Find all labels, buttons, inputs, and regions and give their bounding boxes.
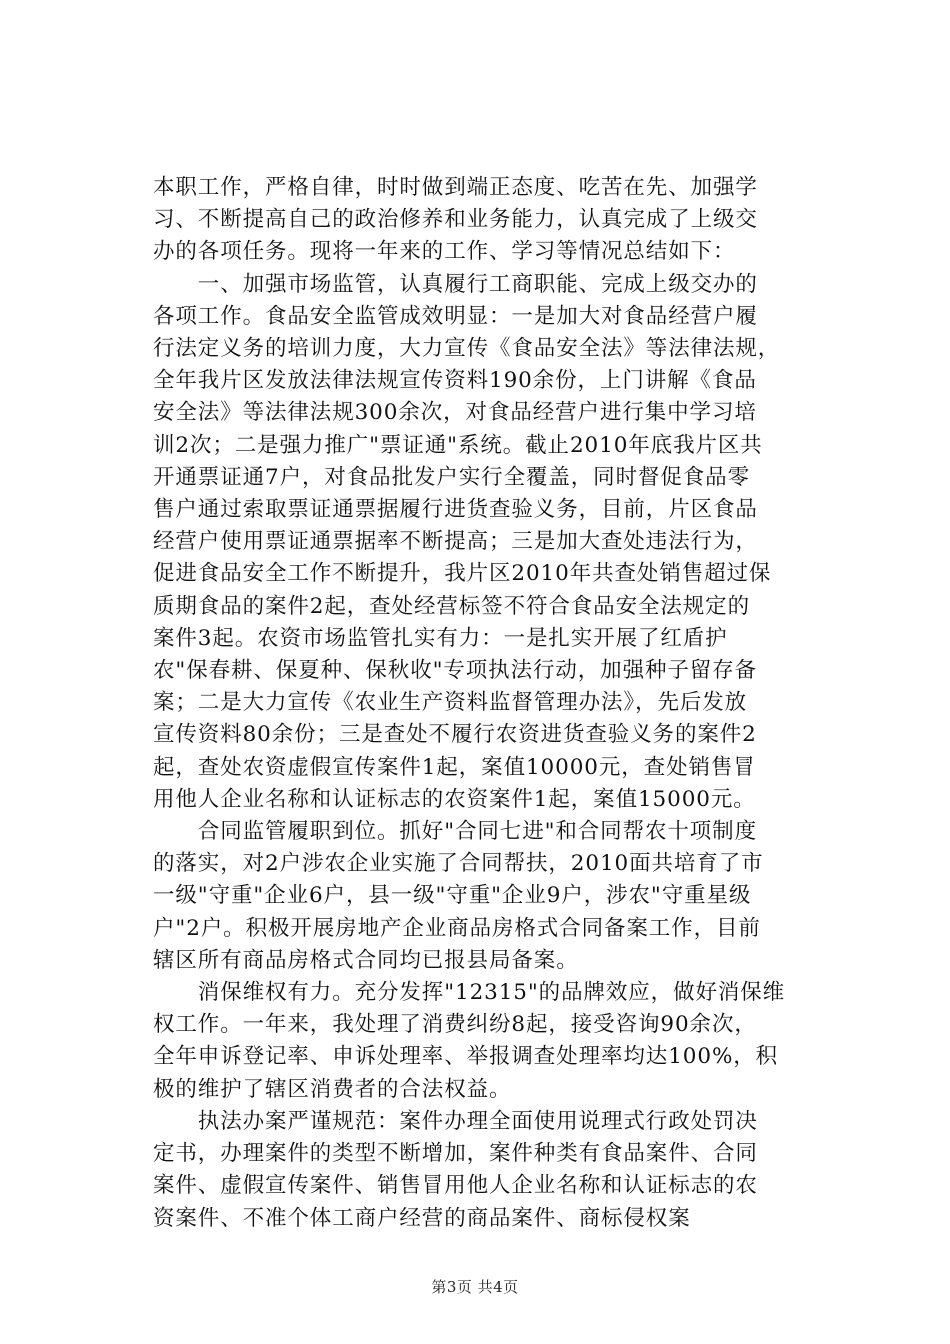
text-line: 宣传资料80余份；三是查处不履行农资进货查验义务的案件2 [153,722,757,748]
text-line: 权工作。一年来，我处理了消费纠纷8起，接受咨询90余次， [153,1012,757,1038]
text-line: 案件、虚假宣传案件、销售冒用他人企业名称和认证标志的农 [153,1173,758,1199]
text-line: 农"保春耕、保夏种、保秋收"专项执法行动，加强种子留存备 [153,658,757,684]
text-line: 的落实，对2户涉农企业实施了合同帮扶，2010面共培育了市 [153,851,764,877]
text-line: 办的各项任务。现将一年来的工作、学习等情况总结如下： [153,239,736,265]
text-line: 质期食品的案件2起，查处经营标签不符合食品安全法规定的 [153,593,750,619]
text-line: 辖区所有商品房格式合同均已报县局备案。 [153,947,579,973]
text-line: 资案件、不准个体工商户经营的商品案件、商标侵权案 [153,1205,691,1231]
text-line: 案件3起。农资市场监管扎实有力：一是扎实开展了红盾护 [153,625,728,651]
text-line: 一、加强市场监管，认真履行工商职能、完成上级交办的 [153,271,758,297]
text-line: 售户通过索取票证通票据履行进货查验义务，目前，片区食品 [153,497,758,523]
text-line: 全年申诉登记率、申诉处理率、举报调查处理率均达100%，积 [153,1044,779,1070]
document-body [153,172,843,1235]
text-line: 全年我片区发放法律法规宣传资料190余份，上门讲解《食品 [153,368,757,394]
text-line: 极的维护了辖区消费者的合法权益。 [153,1076,512,1102]
page-footer: 第3页 共4页 [431,1278,519,1296]
text-line: 案；二是大力宣传《农业生产资料监督管理办法》，先后发放 [153,690,748,716]
text-line: 合同监管履职到位。抓好"合同七进"和合同帮农十项制度 [153,819,757,845]
text-line: 行法定义务的培训力度，大力宣传《食品安全法》等法律法规， [153,336,781,362]
text-line: 用他人企业名称和认证标志的农资案件1起，案值15000元。 [153,786,756,812]
text-line: 一级"守重"企业6户，县一级"守重"企业9户，涉农"守重星级 [153,883,752,909]
text-line: 本职工作，严格自律，时时做到端正态度、吃苦在先、加强学 [153,175,758,200]
text-line: 训2次；二是强力推广"票证通"系统。截止2010年底我片区共 [153,432,763,458]
text-line: 消保维权有力。充分发挥"12315"的品牌效应，做好消保维 [153,980,786,1006]
text-line: 各项工作。食品安全监管成效明显：一是加大对食品经营户履 [153,303,758,329]
text-line: 定书，办理案件的类型不断增加，案件种类有食品案件、合同 [153,1141,758,1167]
text-line: 习、不断提高自己的政治修养和业务能力，认真完成了上级交 [153,207,758,233]
text-line: 经营户使用票证通票据率不断提高；三是加大查处违法行为， [153,529,758,555]
text-line: 户"2户。积极开展房地产企业商品房格式合同备案工作，目前 [153,915,761,941]
text-line: 执法办案严谨规范：案件办理全面使用说理式行政处罚决 [153,1108,758,1134]
text-line: 促进食品安全工作不断提升，我片区2010年共查处销售超过保 [153,561,772,587]
text-line: 开通票证通7户，对食品批发户实行全覆盖，同时督促食品零 [153,464,750,490]
text-line: 起，查处农资虚假宣传案件1起，案值10000元，查处销售冒 [153,754,756,780]
text-line: 安全法》等法律法规300余次，对食品经营户进行集中学习培 [153,400,757,426]
